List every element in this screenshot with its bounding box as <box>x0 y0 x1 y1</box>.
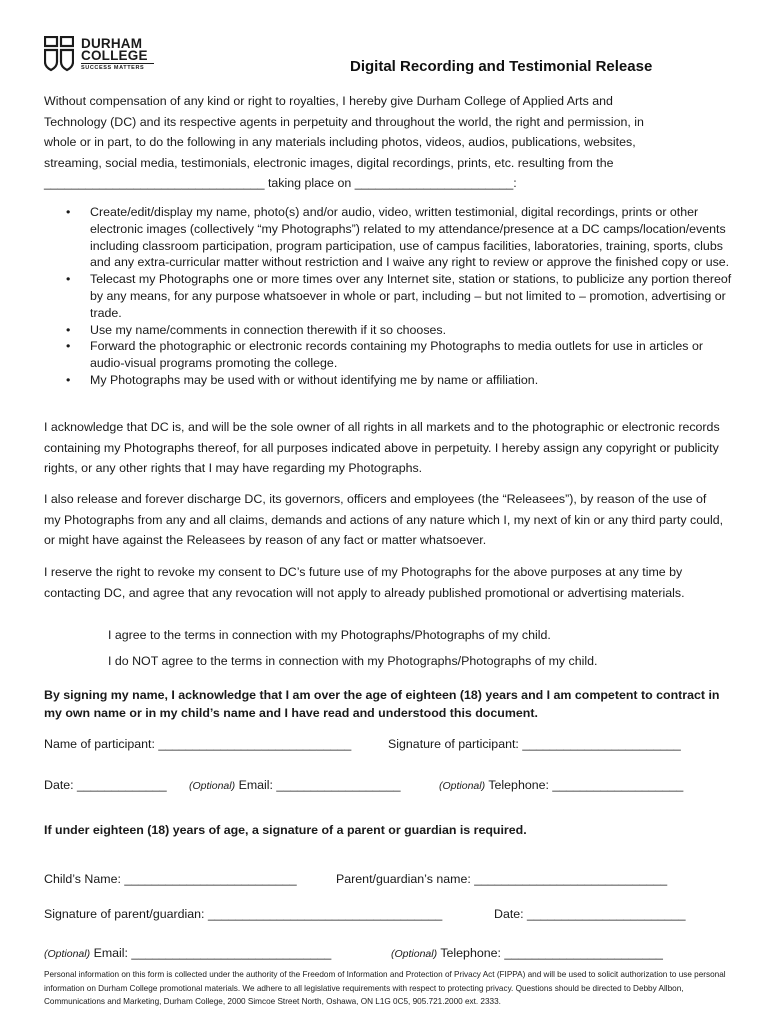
list-item: • My Photographs may be used with or without identifying me by name or affiliation. <box>66 372 539 387</box>
email-label: Email: __________________ <box>238 778 401 792</box>
disagree-option[interactable]: I do NOT agree to the terms in connection with my Photographs/Photographs of my child. <box>108 654 598 668</box>
durham-college-logo <box>44 36 154 76</box>
logo-mark-icon <box>44 36 74 72</box>
signing-notice: By signing my name, I acknowledge that I am over the age of eighteen (18) years and I am competent to contract in my own name or in my child’s name and I have read and understood this document. <box>44 688 720 720</box>
guardian-email-field[interactable] <box>44 946 331 960</box>
intro-blanks-line: ________________________________ taking place on _______________________: <box>44 176 517 190</box>
bullet-icon: • <box>66 322 71 337</box>
list-item: • Use my name/comments in connection therewith if it so chooses. <box>66 322 447 337</box>
list-item: • Create/edit/display my name, photo(s) and/or audio, video, written testimonial, digital recordings, prints or other electronic images (collectively “my Photographs”) related to my attendance/presence at a DC camps/location/events including classroom participation, program participation, use of campus facilities, laboratories, training, sports, clubs and any extra-curricular matter without restriction and I waive any right to review or approve the finished copy or use. <box>66 205 730 270</box>
intro-line: whole or in part, to do the following in any materials including photos, videos, audios, publications, websites, <box>44 135 636 149</box>
participant-telephone-field[interactable] <box>439 778 683 792</box>
email-label: Email: _____________________________ <box>93 946 332 960</box>
intro-paragraph <box>44 91 724 194</box>
revoke-paragraph: I reserve the right to revoke my consent to DC’s future use of my Photographs for the above purposes at any time by contacting DC, and agree that any revocation will not apply to already published promotional or advertising materials. <box>44 565 685 600</box>
logo-tagline: SUCCESS MATTERS <box>81 65 145 71</box>
participant-email-field[interactable] <box>189 778 400 792</box>
logo-name-line2: COLLEGE <box>81 48 148 63</box>
telephone-label: Telephone: _______________________ <box>440 946 663 960</box>
logo-divider <box>81 63 154 64</box>
participant-date-field[interactable]: Date: _____________ <box>44 778 167 792</box>
optional-label: (Optional) <box>44 948 91 960</box>
ownership-paragraph: I acknowledge that DC is, and will be the sole owner of all rights in all markets and to the photographic or electronic records containing my Photographs thereof, for all purposes indicated above in perpetuity. I hereby assign any copyright or publicity rights, or any other rights that I may have regarding my Photographs. <box>44 420 720 475</box>
permissions-list <box>64 204 734 389</box>
under18-heading: If under eighteen (18) years of age, a signature of a parent or guardian is required. <box>44 823 527 837</box>
child-name-field[interactable]: Child’s Name: _________________________ <box>44 872 297 886</box>
guardian-date-field[interactable]: Date: _______________________ <box>494 907 686 921</box>
intro-line: Technology (DC) and its respective agents in perpetuity and throughout the world, the right and permission, in <box>44 114 644 129</box>
logo-name-line1: DURHAM <box>81 36 143 51</box>
guardian-telephone-field[interactable] <box>391 946 663 960</box>
participant-signature-field[interactable]: Signature of participant: _______________________ <box>388 737 681 751</box>
bullet-icon: • <box>66 205 71 219</box>
telephone-label: Telephone: ___________________ <box>488 778 684 792</box>
privacy-footer: Personal information on this form is collected under the authority of the Freedom of Information and Protection of Privacy Act (FIPPA) and will be used to solicit authorization to use personal information on Durham College promotional materials. We adhere to all legislative requirements with respect to protecting privacy. Questions should be directed to Debby Allbon, Communications and Marketing, Durham College, 2000 Simcoe Street North, Oshawa, ON L1G 0C5, 905.721.2000 ext. 2333. <box>44 970 726 1006</box>
document-title: Digital Recording and Testimonial Release <box>350 58 653 75</box>
optional-label: (Optional) <box>391 948 438 960</box>
intro-line: Without compensation of any kind or right to royalties, I hereby give Durham College of Applied Arts and <box>44 94 613 108</box>
bullet-icon: • <box>66 339 71 354</box>
release-paragraph: I also release and forever discharge DC, its governors, officers and employees (the “Releasees”), by reason of the use of my Photographs from any and all claims, demands and actions of any nature which I, my next of kin or any third party could, or might have against the Releasees by reason of any fact or matter whatsoever. <box>44 492 724 547</box>
guardian-name-field[interactable]: Parent/guardian’s name: ____________________________ <box>336 872 668 886</box>
optional-label: (Optional) <box>189 780 236 792</box>
list-item: • Telecast my Photographs one or more times over any Internet site, station or stations, to publicize any portion thereof by any means, for any purpose whatsoever in whole or part, including – but not limited to – promotion, advertising or trade. <box>66 272 732 320</box>
bullet-icon: • <box>66 272 71 287</box>
participant-name-field[interactable]: Name of participant: ____________________________ <box>44 737 352 751</box>
optional-label: (Optional) <box>439 780 486 792</box>
list-item: • Forward the photographic or electronic records containing my Photographs to media outlets for use in articles or audio-visual programs promoting the college. <box>66 339 703 371</box>
bullet-icon: • <box>66 372 71 387</box>
agree-option[interactable]: I agree to the terms in connection with my Photographs/Photographs of my child. <box>108 628 551 642</box>
guardian-signature-field[interactable]: Signature of parent/guardian: __________________________________ <box>44 907 443 921</box>
intro-line: streaming, social media, testimonials, electronic images, digital recordings, prints, etc. resulting from the <box>44 155 614 170</box>
